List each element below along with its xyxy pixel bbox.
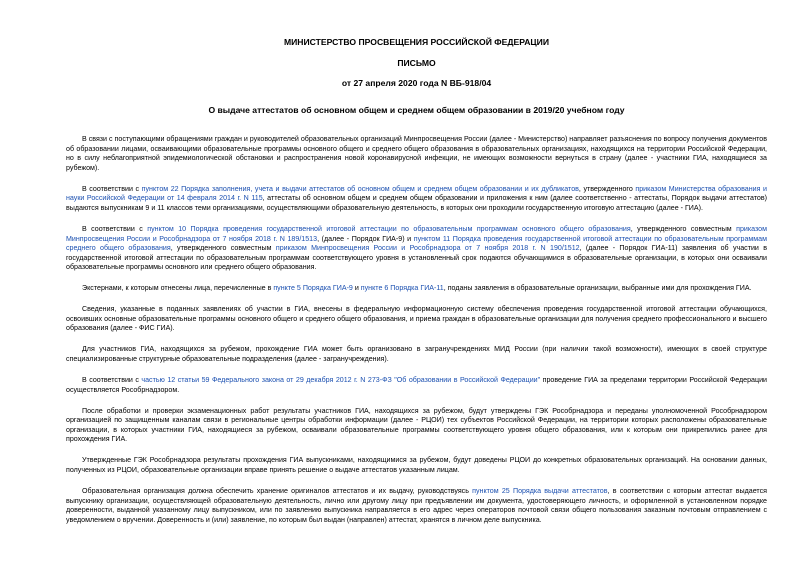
document-link[interactable]: пунктом 11 Порядка проведения государственной итоговой аттестации по образовательным программам среднего общего образования	[66, 234, 767, 253]
paragraph-text: В соответствии с	[82, 224, 148, 233]
paragraph-text: , утвержденного совместным	[170, 244, 276, 253]
document-link[interactable]: пункте 5 Порядка ГИА-9	[273, 284, 353, 293]
document-link[interactable]: пункте 6 Порядка ГИА-11	[360, 284, 444, 293]
body-paragraph	[66, 487, 767, 525]
document-link[interactable]: пунктом 25 Порядка выдачи аттестатов	[472, 486, 608, 495]
paragraph-text: и	[352, 284, 361, 293]
paragraph-text: В связи с поступающими обращениями граждан и руководителей образовательных организаций Минпросвещения России (далее - Министерство) направляет разъяснения по вопросу получения документов об образовании лицами, осваивающими образовательные программы основного общего и среднего общего образования в образовательных организациях, находящихся на территории Российской Федерации, но в силу неблагоприятной эпидемиологической обстановки и распространения новой коронавирусной инфекции, не имеющих возможности вернуться в страну (далее - участники ГИА, находящиеся за рубежом).	[66, 135, 767, 172]
paragraph-text: , (далее - Порядок ГИА-9) и	[317, 234, 414, 243]
body-paragraph	[66, 225, 767, 273]
paragraph-text: , в соответствии с которым аттестат выдается выпускнику организации, осуществляющей образовательную деятельность, лично или другому лицу при предъявлении им документа, удостоверяющего личность, и оформленной в установленном порядке доверенности, выданной указанному лицу выпускником, или по заявлению выпускника направляется в его адрес через операторов почтовой связи общего пользования заказным почтовым отправлением с уведомлением о вручении. Доверенность и (или) заявление, по которым был выдан (направлен) аттестат, хранятся в личном деле выпускника.	[66, 486, 767, 524]
document-body	[66, 135, 767, 525]
document-link[interactable]: пунктом 22 Порядка заполнения, учета и выдачи аттестатов об основном общем и среднем общем образовании и их дубликатов	[141, 184, 579, 193]
paragraph-text: Утвержденные ГЭК Рособрнадзора результаты прохождения ГИА выпускниками, находящимися за рубежом, будут доведены РЦОИ до конкретных образовательных организаций. На основании данных, полученных из РЦОИ, образовательные организации вправе принять решение о выдаче аттестатов указанным лицам.	[66, 456, 767, 474]
document-date: от 27 апреля 2020 года N ВБ-918/04	[341, 78, 492, 88]
ministry-name: МИНИСТЕРСТВО ПРОСВЕЩЕНИЯ РОССИЙСКОЙ ФЕДЕРАЦИИ	[283, 37, 550, 47]
paragraph-text: В соответствии с	[82, 184, 142, 193]
document-type: ПИСЬМО	[397, 58, 436, 68]
paragraph-text: Образовательная организация должна обеспечить хранение оригиналов аттестатов и их выдачу, руководствуясь	[82, 486, 473, 495]
document-title: О выдаче аттестатов об основном общем и среднем общем образовании в 2019/20 учебном году	[208, 105, 625, 115]
document-link[interactable]: пунктом 10 Порядка проведения государственной итоговой аттестации по образовательным программам основного общего образования	[147, 224, 631, 233]
paragraph-text: В соответствии с	[82, 376, 142, 385]
paragraph-text: , утвержденного совместным	[630, 224, 737, 233]
body-paragraph	[66, 135, 767, 173]
body-paragraph	[66, 345, 767, 364]
body-paragraph	[66, 305, 767, 334]
body-paragraph	[66, 185, 767, 214]
paragraph-text: , (далее - Порядок ГИА-11) заявления об участии в государственной итоговой аттестации по образовательным программам соответствующего уровня в установленный срок подаются обучающимися в образовательные организации, в которых они осваивали образовательные программы основного или среднего общего образования.	[66, 244, 767, 272]
body-paragraph	[66, 376, 767, 395]
document-link[interactable]: приказом Минпросвещения России и Рособрнадзора от 7 ноября 2018 г. N 189/1513	[66, 224, 767, 243]
paragraph-text: , утвержденного	[578, 184, 636, 193]
paragraph-text: Сведения, указанные в поданных заявлениях об участии в ГИА, внесены в федеральную информационную систему обеспечения проведения государственной итоговой аттестации обучающихся, освоивших основные образовательные программы основного общего и среднего общего образования, и приема граждан в образовательные организации для получения среднего профессионального и высшего образования (далее - ФИС ГИА).	[66, 305, 767, 333]
body-paragraph	[66, 407, 767, 445]
document-link[interactable]: частью 12 статьи 59 Федерального закона от 29 декабря 2012 г. N 273-ФЗ "Об образовании в Российской Федерации"	[141, 376, 541, 385]
document-link[interactable]: приказом Минпросвещения России и Рособрнадзора от 7 ноября 2018 г. N 190/1512	[275, 244, 580, 253]
document-link[interactable]: приказом Министерства образования и науки Российской Федерации от 14 февраля 2014 г. N 115	[66, 184, 767, 203]
paragraph-text: , аттестаты об основном общем и среднем общем образовании и приложения к ним (далее соответственно - аттестаты, Порядок выдачи аттестатов) выдаются выпускникам 9 и 11 классов теми организациями, осуществляющими образовательную деятельность, в которых они проходили государственную итоговую аттестацию (далее - ГИА).	[66, 194, 767, 212]
paragraph-text: Для участников ГИА, находящихся за рубежом, прохождение ГИА может быть организовано в загранучреждениях МИД России (при наличии такой возможности), имеющих в своей структуре специализированные структурные образовательные подразделения (далее - загранучреждения).	[66, 345, 767, 364]
paragraph-text: После обработки и проверки экзаменационных работ результаты участников ГИА, находящихся за рубежом, будут утверждены ГЭК Рособрнадзора и переданы уполномоченной Рособрнадзором организацией по защищенным каналам связи в региональные центры обработки информации (далее - РЦОИ) тех субъектов Российской Федерации, на территории которых расположены образовательные организации, в которых участники ГИА, находящиеся за рубежом, осваивали образовательные программы соответствующего уровня общего образования, или к которым они прикрепились ранее для прохождения ГИА.	[66, 406, 767, 444]
paragraph-text: , поданы заявления в образовательные организации, выбранные ими для прохождения ГИА.	[443, 284, 752, 293]
body-paragraph	[66, 456, 767, 475]
body-paragraph	[66, 284, 767, 294]
paragraph-text: Экстернами, к которым отнесены лица, перечисленные в	[82, 284, 274, 293]
paragraph-text: проведение ГИА за пределами территории Российской Федерации осуществляется Рособрнадзором.	[66, 376, 767, 394]
